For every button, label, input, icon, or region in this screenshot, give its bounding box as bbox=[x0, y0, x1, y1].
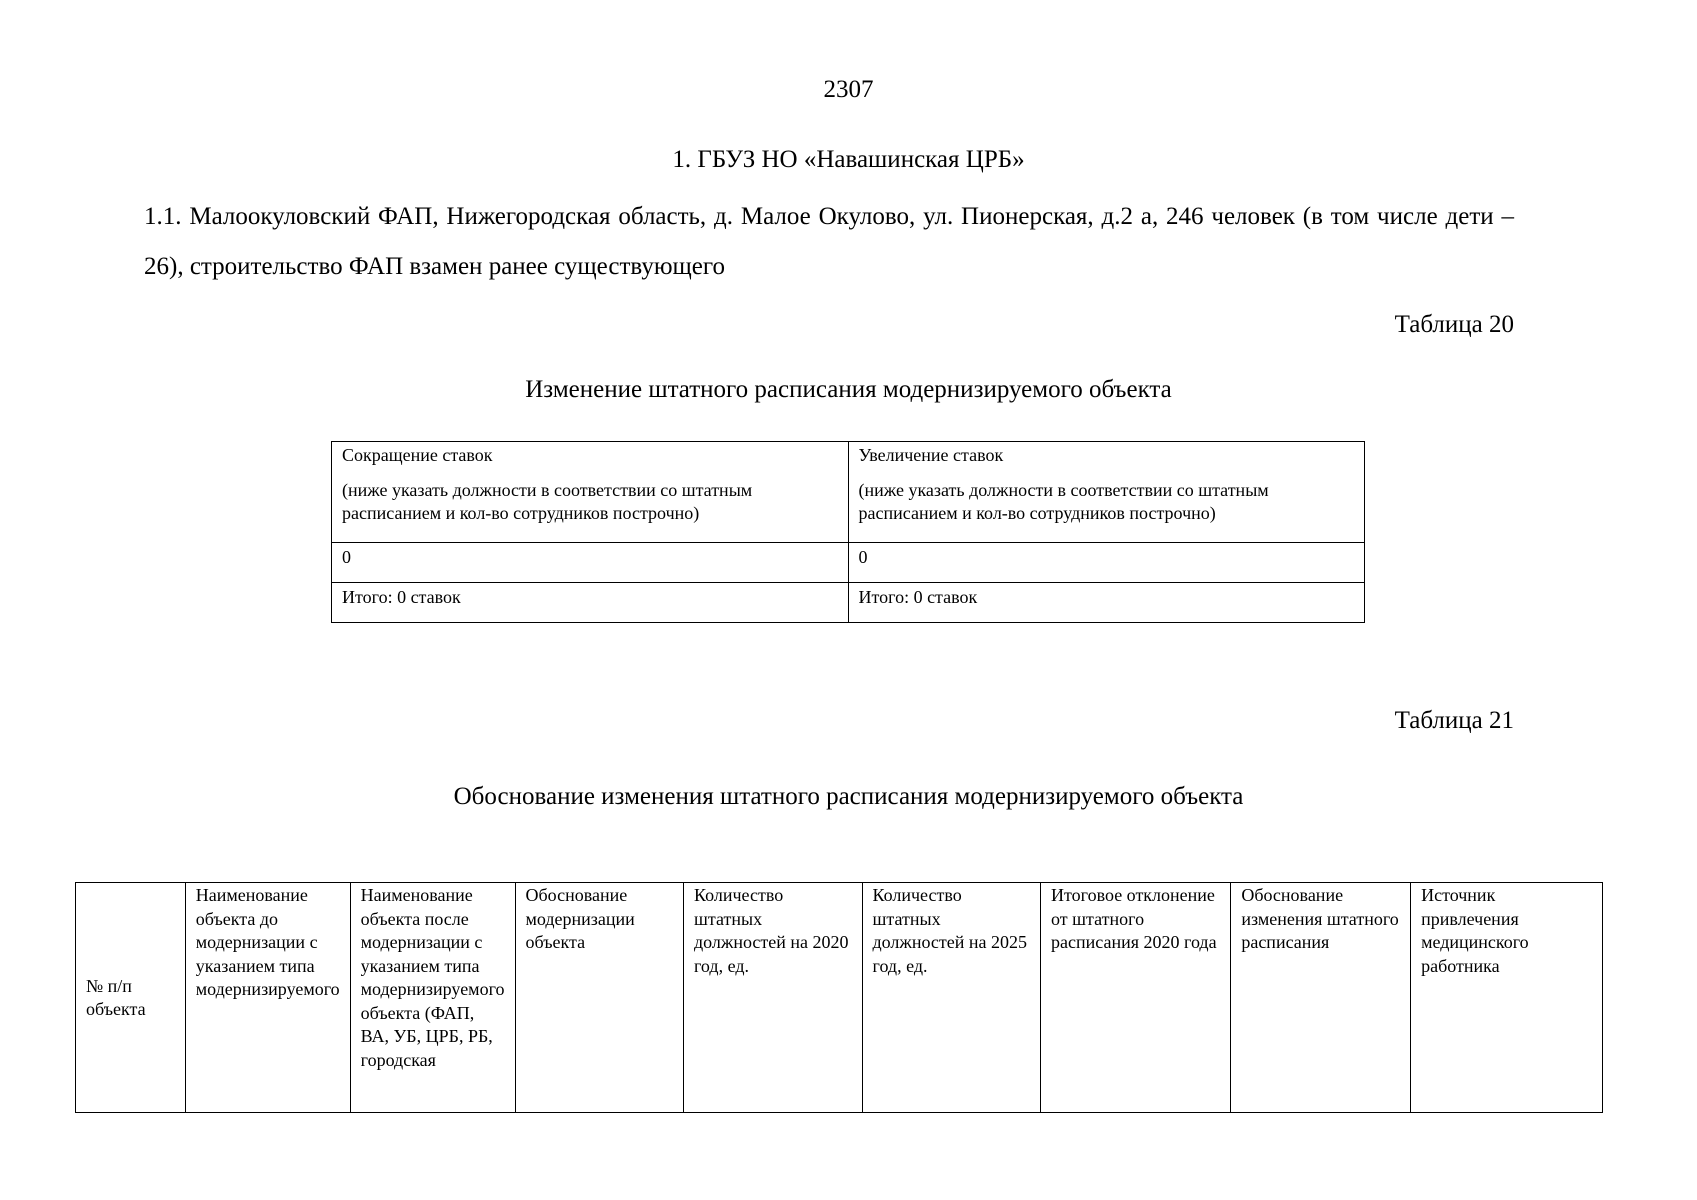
column-header-source: Источник привлечения медицинского работника bbox=[1411, 883, 1603, 1113]
column-header-deviation: Итоговое отклонение от штатного расписания 2020 года bbox=[1041, 883, 1231, 1113]
justification-table bbox=[75, 882, 1603, 1113]
table-20-label: Таблица 20 bbox=[1394, 311, 1514, 338]
table-row bbox=[332, 583, 1365, 623]
table-header-row bbox=[76, 883, 1603, 1113]
table-cell: 0 bbox=[848, 543, 1365, 583]
staff-change-table bbox=[331, 441, 1365, 623]
column-header-change-justification: Обоснование изменения штатного расписания bbox=[1231, 883, 1411, 1113]
column-header-text: Наименование объекта до модернизации с указанием типа модернизируемого bbox=[195, 885, 340, 999]
reduction-header-note: (ниже указать должности в соответствии со штатным расписанием и кол-во сотрудников построчно) bbox=[342, 480, 753, 523]
table-20-caption: Изменение штатного расписания модернизируемого объекта bbox=[525, 376, 1172, 403]
column-header-staff-2025: Количество штатных должностей на 2025 год, ед. bbox=[862, 883, 1041, 1113]
increase-header-note: (ниже указать должности в соответствии со штатным расписанием и кол-во сотрудников построчно) bbox=[858, 480, 1269, 523]
table-row bbox=[332, 543, 1365, 583]
reduction-header-title: Сокращение ставок bbox=[342, 445, 493, 465]
page-number: 2307 bbox=[823, 76, 874, 103]
column-header-text: Наименование объекта после модернизации с указанием типа модернизируемого объекта (ФАП, ВА, УБ, ЦРБ, РБ, городская bbox=[360, 885, 505, 1070]
increase-header-title: Увеличение ставок bbox=[858, 445, 1004, 465]
table-header-row bbox=[332, 442, 1365, 543]
section-title: 1. ГБУЗ НО «Навашинская ЦРБ» bbox=[672, 146, 1025, 173]
table-21-label: Таблица 21 bbox=[1394, 707, 1514, 734]
object-description: 1.1. Малоокуловский ФАП, Нижегородская область, д. Малое Окулово, ул. Пионерская, д.2 а, 246 человек (в том числе дети – 26), строительство ФАП взамен ранее существующего bbox=[144, 203, 1514, 280]
column-header-name-after bbox=[350, 883, 515, 1113]
reduction-header-cell bbox=[332, 442, 849, 543]
column-header-staff-2020: Количество штатных должностей на 2020 год, ед. bbox=[684, 883, 863, 1113]
table-cell: 0 bbox=[332, 543, 849, 583]
total-cell: Итого: 0 ставок bbox=[848, 583, 1365, 623]
column-header-number: № п/п объекта bbox=[76, 883, 186, 1113]
table-21-caption: Обоснование изменения штатного расписания модернизируемого объекта bbox=[453, 783, 1244, 810]
column-header-justification: Обоснование модернизации объекта bbox=[515, 883, 683, 1113]
column-header-name-before bbox=[185, 883, 350, 1113]
increase-header-cell bbox=[848, 442, 1365, 543]
total-cell: Итого: 0 ставок bbox=[332, 583, 849, 623]
